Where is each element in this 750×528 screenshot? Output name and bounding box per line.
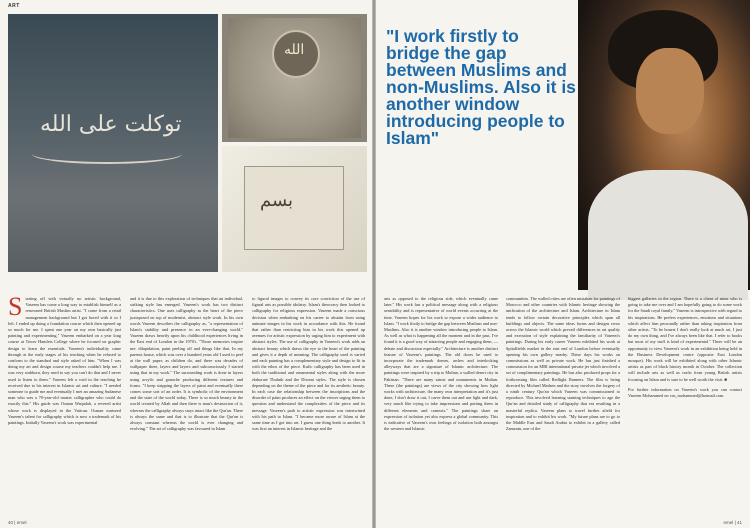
scroll-calligraphy: بسم xyxy=(260,190,294,211)
right-page xyxy=(376,0,750,528)
calligraphy-swash xyxy=(32,144,182,164)
contact-info: For further information on Vaseem's work you can contact Vaseem Mohammed on vas_mohammed@hotmail.com. xyxy=(628,386,742,399)
roundel-calligraphy: الله xyxy=(284,42,305,58)
article-column-4: arts as opposed to the religious side, which eventually came later." His work has a political message along with a religious sensibility and is representative of world events occurring at the time. Vaseem hopes for his work to expose a wider audience to Islam. "I work firstly to bridge the gap between Muslims and non-Muslims. Also it is another window introducing people to Islam. As well as what is happening all the moment and in the past, I've found it is a good way of attracting people and engaging them, — debate and discussion especially." Architecture is another distinct feature of Vaseem's paintings. The old doors he used to incorporate the trademark domes, arches and interlocking alleyways that are a signature of Islamic architecture. The paintings were inspired by a trip to Multan, a walled desert city in Pakistan. "There are many saints and monuments in Multan. These (the paintings) are views of the city showing how light works with architecture, the many own interpretation and it's just done, I don't draw it out, I carve them out and use light and dark, very much like trying to take impressions and putting them in different elements and contexts." The paintings share an expression of isolation yet also express a global community. This is indicative of Vaseem's own feelings of isolation both amongst the western and Islamic xyxy=(384,296,498,432)
article-column-1 xyxy=(8,292,121,426)
article-column-2: and it is due to this exploration of techniques that an individual, striking style has emerged. Vaseem's work has two distinct characteristics. One uses calligraphy as the heart of the piece juxtaposed on top of modernist, abstract style work. In his own words Vaseem describes the calligraphy as, "a representation of Islam's stability and presence in an ever-changing world." Vaseem draws heavily upon his childhood experiences living in the East end of London in the 1970's. "Those memories inspire me: dilapidation, paint peeling off and things like that. In my parents house, which was over a hundred years old I used to peel at the wall paper, as children do, and there was decades of wallpaper there, layers and layers and subconsciously I started using that in my work." The surrounding work is done in layers using acrylic and gouache producing different textures and forms. "I keep stripping the layers of paint and eventually there comes some sort of an order. It is symbolic of the environment and the state of the world today. There is so much beauty in the world created by Allah and then there is man's destruction of it, whereas the calligraphy always stays intact like the Qur'an. There is always the same and that is to illustrate that the Qur'an is always constant whereas the world is ever changing and evolving." The art of calligraphy was favoured in Islam xyxy=(130,296,243,432)
left-page xyxy=(0,0,372,528)
column-text: biggest galleries in the region. There is a client of mine who is going to take me over and I am hopefully going to do some work for the Saudi royal family." Vaseem is introspective with regard to his inspirations. He prefers experiences, emotions and situations which affect him personally rather than taking inspiration from other artists. "To be honest I don't really look at much art, I just do my own thing, and I've always been like that. I refer to books but most of my stuff is kind of experimental." There will be an opportunity to view Vaseem's work in an exhibition being held in the Business Development centre (opposite East London mosque). His work will be exhibited along with other Islamic artists as part of black history month in October. The collection will include arts as well as crafts from young British artists focusing on Islam and is sure to be well worth the visit. ■ xyxy=(628,296,742,382)
calligraphy-painting-scroll xyxy=(222,146,367,272)
calligraphy-painting-roundel xyxy=(222,14,367,142)
drop-cap: S xyxy=(8,292,23,321)
page-number: 40 | emel xyxy=(8,520,27,525)
article-column-6 xyxy=(628,296,742,399)
portrait-face xyxy=(636,48,704,134)
article-column-3: to figural images to convey its core conviction of the use of figural arts as possible idolatry. Islam's theocracy then looked to calligraphy for religious expression. Vaseem made a conscious decision when embarking on his career to abstain from using animate images in his work in accordance with this. He found that rather than restricting him in his work this opened up avenues for artistic expression by urging him to experiment with abstract styles. The use of calligraphy in Vaseem's work adds an abstract beauty which draws the eye to the heart of the painting and gives it a depth of meaning. The calligraphy used is varied and each painting has a complementary style and design to fit in with the ethos of the piece. Kufic calligraphy has been used in both the traditional and ornamental styles along with the more elaborate Thuluth and the Diwani styles. The style is chosen depending on the theme of the piece and for its aesthetic beauty. In each case the relationship between the inscriptions and the disorder of paint produces an effect on the viewer urging them to question and understand the complexities of the piece and its message. Vaseem's path to artistic expression was intertwined with his path to Islam. "I became more aware of Islam at the same time as I got into art. I guess one thing leads to another. It was first an interest in Islamic heritage and the xyxy=(252,296,365,432)
painting-canvas xyxy=(228,18,361,138)
pull-quote: "I work firstly to bridge the gap between Muslims and non-Muslims. Also it is another window introducing people to Islam" xyxy=(386,26,576,148)
calligraphy-painting-main xyxy=(8,14,218,272)
scroll-panel xyxy=(244,166,344,250)
column-text: tarting off with virtually no artistic background, Vaseem has come a long way to establish himself as a renowned British Muslim artist. "I come from a retail management background but I got bored with it so I left. I ended up doing a foundation course which then opened up so much for me. I spent one year on my own basically just painting and experimenting." Vaseem embarked on a year long course at Tower Hamlets College where he focused on graphic design to learn the essentials. Vaseem's individuality came through at the early stages of his teaching when he refused to conform to the standard and style asked of him. "When I was doing my art and design course my teachers couldn't help me. I was very stubborn, they used to say you can't do that and I never used to listen to them." Vaseem felt a void in the teaching he received due to his interest in Islamic art and culture. "I needed someone to guide me and eventually I met an amazing Sudanese man who was a 70-year-old master calligrapher who could do exactly this." His guide was Osman Waqialah, a revered artist whose work is displayed in the Vatican. Osman nurtured Vaseem's talent for calligraphy which is now a trademark of his paintings. Initially Vaseem's work was experimental xyxy=(8,296,121,426)
portrait-shirt xyxy=(588,170,748,300)
arabic-calligraphy: توكلت على الله xyxy=(40,112,182,137)
artist-portrait xyxy=(578,0,750,290)
article-column-5: communities. The walled cities are often mistaken for paintings of Morocco and other countries with Islamic heritage showing the unification of the architecture and Islam. Architecture in Islam tends to follow certain decorative principles which span all buildings and objects. The same ideas forms and designs recur across the Islamic world which prevail differences in art quality and execution of style explaining the familiarity of Vaseem's paintings. During his early career Vaseem exhibited his work at Spitalfields market in the east end of London before eventually opening his own gallery nearby. These days his works on commissions as well as private work. He has just finished a commission for an MBI international private jet which involved a set of complimentary paintings. He has also produced props for a forthcoming film called Redlight Runners. The film is being directed by Michael Madsen and the story involves the forgery of a ninth century Qur'an which Vaseem was commissioned to reproduce. This involved learning staining techniques to age the Qur'an and detailed study of calligraphy that era resulting in a masterful replica. Vaseem plans to travel further afield for inspiration and to exhibit his work. "My future plans are to go to the Middle East and Saudi Arabia to exhibit in a gallery called Zamzam, one of the xyxy=(506,296,620,432)
section-label: ART xyxy=(8,3,20,9)
page-number: emel | 41 xyxy=(723,520,742,525)
